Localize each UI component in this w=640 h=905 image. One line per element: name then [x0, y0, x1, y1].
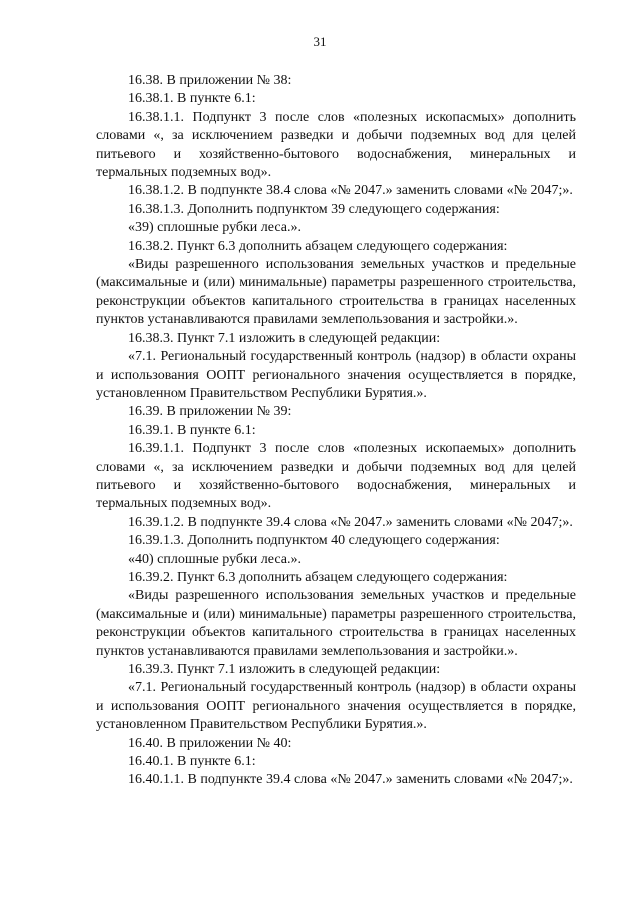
- paragraph-subitem-39: «39) сплошные рубки леса.».: [128, 220, 301, 236]
- paragraph-16-40-1: 16.40.1. В пункте 6.1:: [128, 754, 256, 770]
- paragraph-16-38-1: 16.38.1. В пункте 6.1:: [128, 91, 256, 107]
- paragraph-16-39-1-3: 16.39.1.3. Дополнить подпунктом 40 следующего содержания:: [128, 533, 500, 549]
- page-number: 31: [313, 34, 327, 49]
- paragraph-16-40-1-1: 16.40.1.1. В подпункте 39.4 слова «№ 2047.» заменить словами «№ 2047;».: [128, 772, 573, 788]
- paragraph-16-38-1-1: 16.38.1.1. Подпункт 3 после слов «полезных ископасмых» дополнить словами «, за исключением разведки и добычи подземных вод для целей питьевого и хозяйственно-бытового водоснабжения, минеральных и термальных подземных вод».: [96, 109, 576, 181]
- paragraph-16-39: 16.39. В приложении № 39:: [128, 404, 292, 420]
- paragraph-16-38-2: 16.38.2. Пункт 6.3 дополнить абзацем следующего содержания:: [128, 238, 508, 254]
- paragraph-land-use-39: «Виды разрешенного использования земельных участков и предельные (максимальные и (или) минимальные) параметры разрешенного строительства, реконструкции объектов капитального строительства в границах населенных пунктов устанавливаются правилами землепользования и застройки.».: [96, 588, 576, 659]
- paragraph-subitem-40: «40) сплошные рубки леса.».: [128, 551, 301, 567]
- document-body: [96, 72, 576, 790]
- paragraph-control-38: «7.1. Региональный государственный контроль (надзор) в области охраны и использования ООПТ регионального значения осуществляется в порядке, установленном Правительством Республики Бурятия.».: [96, 349, 576, 401]
- paragraph-control-39: «7.1. Региональный государственный контроль (надзор) в области охраны и использования ООПТ регионального значения осуществляется в порядке, установленном Правительством Республики Бурятия.».: [96, 680, 576, 733]
- paragraph-16-39-1: 16.39.1. В пункте 6.1:: [128, 422, 256, 438]
- paragraph-16-40: 16.40. В приложении № 40:: [128, 735, 292, 751]
- paragraph-16-38-3: 16.38.3. Пункт 7.1 изложить в следующей редакции:: [128, 330, 441, 346]
- paragraph-16-38-1-2: 16.38.1.2. В подпункте 38.4 слова «№ 2047.» заменить словами «№ 2047;».: [128, 183, 573, 199]
- paragraph-land-use-38: «Виды разрешенного использования земельных участков и предельные (максимальные и (или) минимальные) параметры разрешенного строительства, реконструкции объектов капитального строительства в границах населенных пунктов устанавливаются правилами землепользования и застройки.».: [96, 257, 576, 328]
- paragraph-16-39-1-2: 16.39.1.2. В подпункте 39.4 слова «№ 2047.» заменить словами «№ 2047;».: [128, 514, 573, 530]
- paragraph-16-38: 16.38. В приложении № 38:: [128, 73, 292, 88]
- paragraph-16-39-1-1: 16.39.1.1. Подпункт 3 после слов «полезных ископаемых» дополнить словами «, за исключением разведки и добычи подземных вод для целей питьевого и хозяйственно-бытового водоснабжения, минеральных и термальных подземных вод».: [96, 441, 576, 512]
- paragraph-16-39-3: 16.39.3. Пункт 7.1 изложить в следующей редакции:: [128, 662, 441, 677]
- paragraph-16-39-2: 16.39.2. Пункт 6.3 дополнить абзацем следующего содержания:: [128, 569, 508, 585]
- paragraph-16-38-1-3: 16.38.1.3. Дополнить подпунктом 39 следующего содержания:: [128, 201, 500, 217]
